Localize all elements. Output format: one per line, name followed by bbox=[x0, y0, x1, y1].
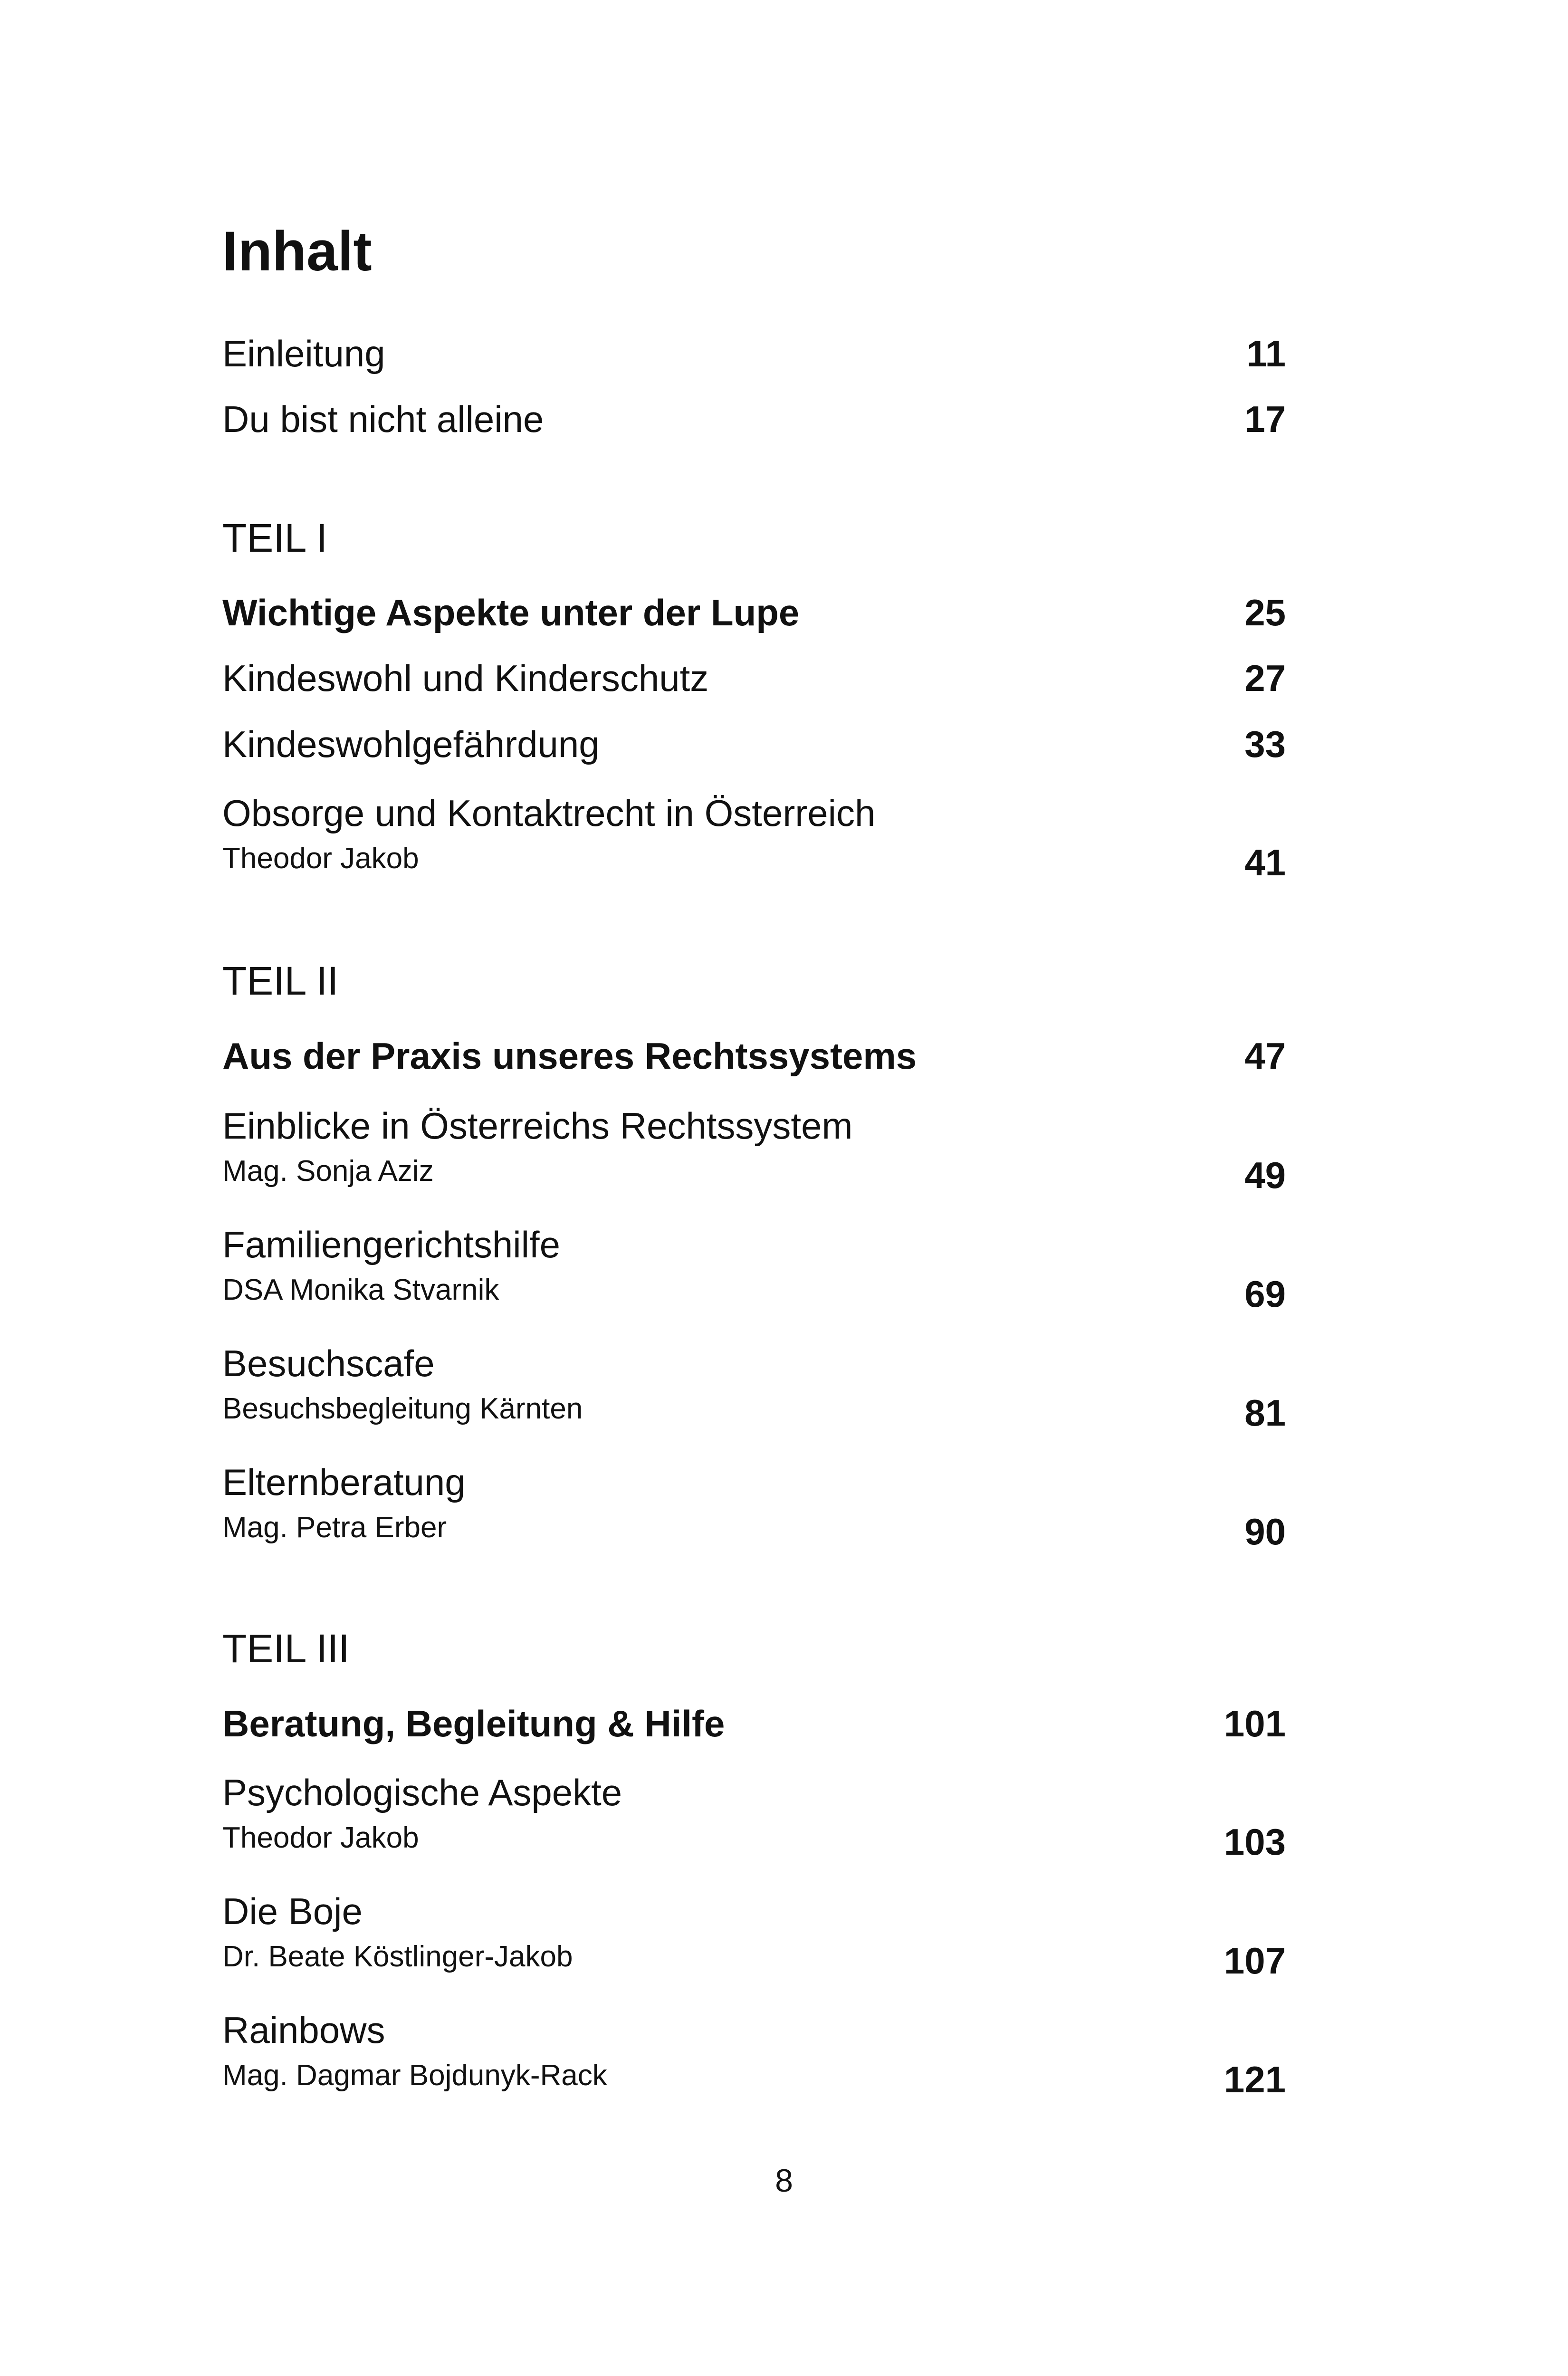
toc-entry-author: Mag. Sonja Aziz bbox=[222, 1155, 434, 1188]
toc-entry-obsorge bbox=[222, 792, 1286, 883]
toc-entry-title: Besuchscafe bbox=[222, 1342, 435, 1384]
toc-entry-page: 17 bbox=[1244, 398, 1286, 440]
toc-section-1 bbox=[222, 594, 1286, 642]
part-label-3: TEIL III bbox=[222, 1626, 350, 1671]
toc-entry-author: Theodor Jakob bbox=[222, 842, 419, 875]
toc-entry-kindeswohl bbox=[222, 657, 1286, 707]
toc-entry-page: 69 bbox=[1244, 1273, 1286, 1315]
toc-section-3 bbox=[222, 1705, 1286, 1753]
toc-entry-title: Kindeswohl und Kinderschutz bbox=[222, 657, 709, 699]
toc-section-title: Beratung, Begleitung & Hilfe bbox=[222, 1703, 725, 1744]
toc-entry-page: 101 bbox=[1224, 1703, 1286, 1744]
toc-entry-title: Einleitung bbox=[222, 333, 385, 374]
part-label-2: TEIL II bbox=[222, 958, 339, 1003]
part-label-1: TEIL I bbox=[222, 516, 327, 560]
toc-entry-title: Die Boje bbox=[222, 1890, 363, 1932]
toc-section-title: Aus der Praxis unseres Rechtssystems bbox=[222, 1035, 917, 1077]
toc-entry-page: 90 bbox=[1244, 1511, 1286, 1552]
toc-entry-page: 107 bbox=[1224, 1940, 1286, 1982]
toc-entry-page: 121 bbox=[1224, 2059, 1286, 2100]
toc-entry-elternberatung bbox=[222, 1461, 1286, 1552]
toc-entry-title: Familiengerichtshilfe bbox=[222, 1224, 560, 1265]
toc-entry-besuchscafe bbox=[222, 1342, 1286, 1434]
toc-entry-einleitung bbox=[222, 335, 1286, 383]
toc-entry-rainbows bbox=[222, 2009, 1286, 2100]
toc-entry-title: Elternberatung bbox=[222, 1461, 466, 1503]
toc-section-2 bbox=[222, 1037, 1286, 1085]
toc-entry-author: Mag. Petra Erber bbox=[222, 1511, 447, 1544]
page-number: 8 bbox=[775, 2163, 793, 2199]
toc-entry-author: Besuchsbegleitung Kärnten bbox=[222, 1392, 583, 1425]
toc-entry-page: 47 bbox=[1244, 1035, 1286, 1077]
toc-entry-kindeswohlgefaehrdung bbox=[222, 723, 1286, 773]
toc-entry-page: 81 bbox=[1244, 1392, 1286, 1434]
toc-entry-title: Rainbows bbox=[222, 2009, 385, 2051]
toc-entry-page: 11 bbox=[1246, 333, 1286, 374]
toc-section-title: Wichtige Aspekte unter der Lupe bbox=[222, 592, 800, 633]
toc-entry-title: Obsorge und Kontaktrecht in Österreich bbox=[222, 792, 876, 834]
toc-entry-page: 27 bbox=[1244, 657, 1286, 699]
toc-entry-title: Einblicke in Österreichs Rechtssystem bbox=[222, 1105, 853, 1147]
toc-entry-title: Du bist nicht alleine bbox=[222, 398, 544, 440]
toc-entry-die-boje bbox=[222, 1890, 1286, 1982]
toc-entry-du-bist-nicht-alleine bbox=[222, 398, 1286, 448]
toc-entry-page: 41 bbox=[1244, 842, 1286, 883]
toc-entry-author: Mag. Dagmar Bojdunyk-Rack bbox=[222, 2059, 607, 2092]
toc-entry-page: 103 bbox=[1224, 1821, 1286, 1863]
toc-entry-familiengerichtshilfe bbox=[222, 1224, 1286, 1315]
toc-entry-author: DSA Monika Stvarnik bbox=[222, 1274, 499, 1306]
toc-entry-author: Dr. Beate Köstlinger-Jakob bbox=[222, 1940, 573, 1973]
toc-entry-page: 49 bbox=[1244, 1154, 1286, 1196]
toc-heading: Inhalt bbox=[222, 220, 372, 283]
toc-entry-title: Kindeswohlgefährdung bbox=[222, 723, 600, 765]
toc-entry-author: Theodor Jakob bbox=[222, 1821, 419, 1854]
toc-entry-einblicke bbox=[222, 1105, 1286, 1196]
toc-entry-page: 25 bbox=[1244, 592, 1286, 633]
toc-entry-title: Psychologische Aspekte bbox=[222, 1772, 622, 1813]
toc-entry-page: 33 bbox=[1244, 723, 1286, 765]
toc-entry-psychologische-aspekte bbox=[222, 1772, 1286, 1863]
